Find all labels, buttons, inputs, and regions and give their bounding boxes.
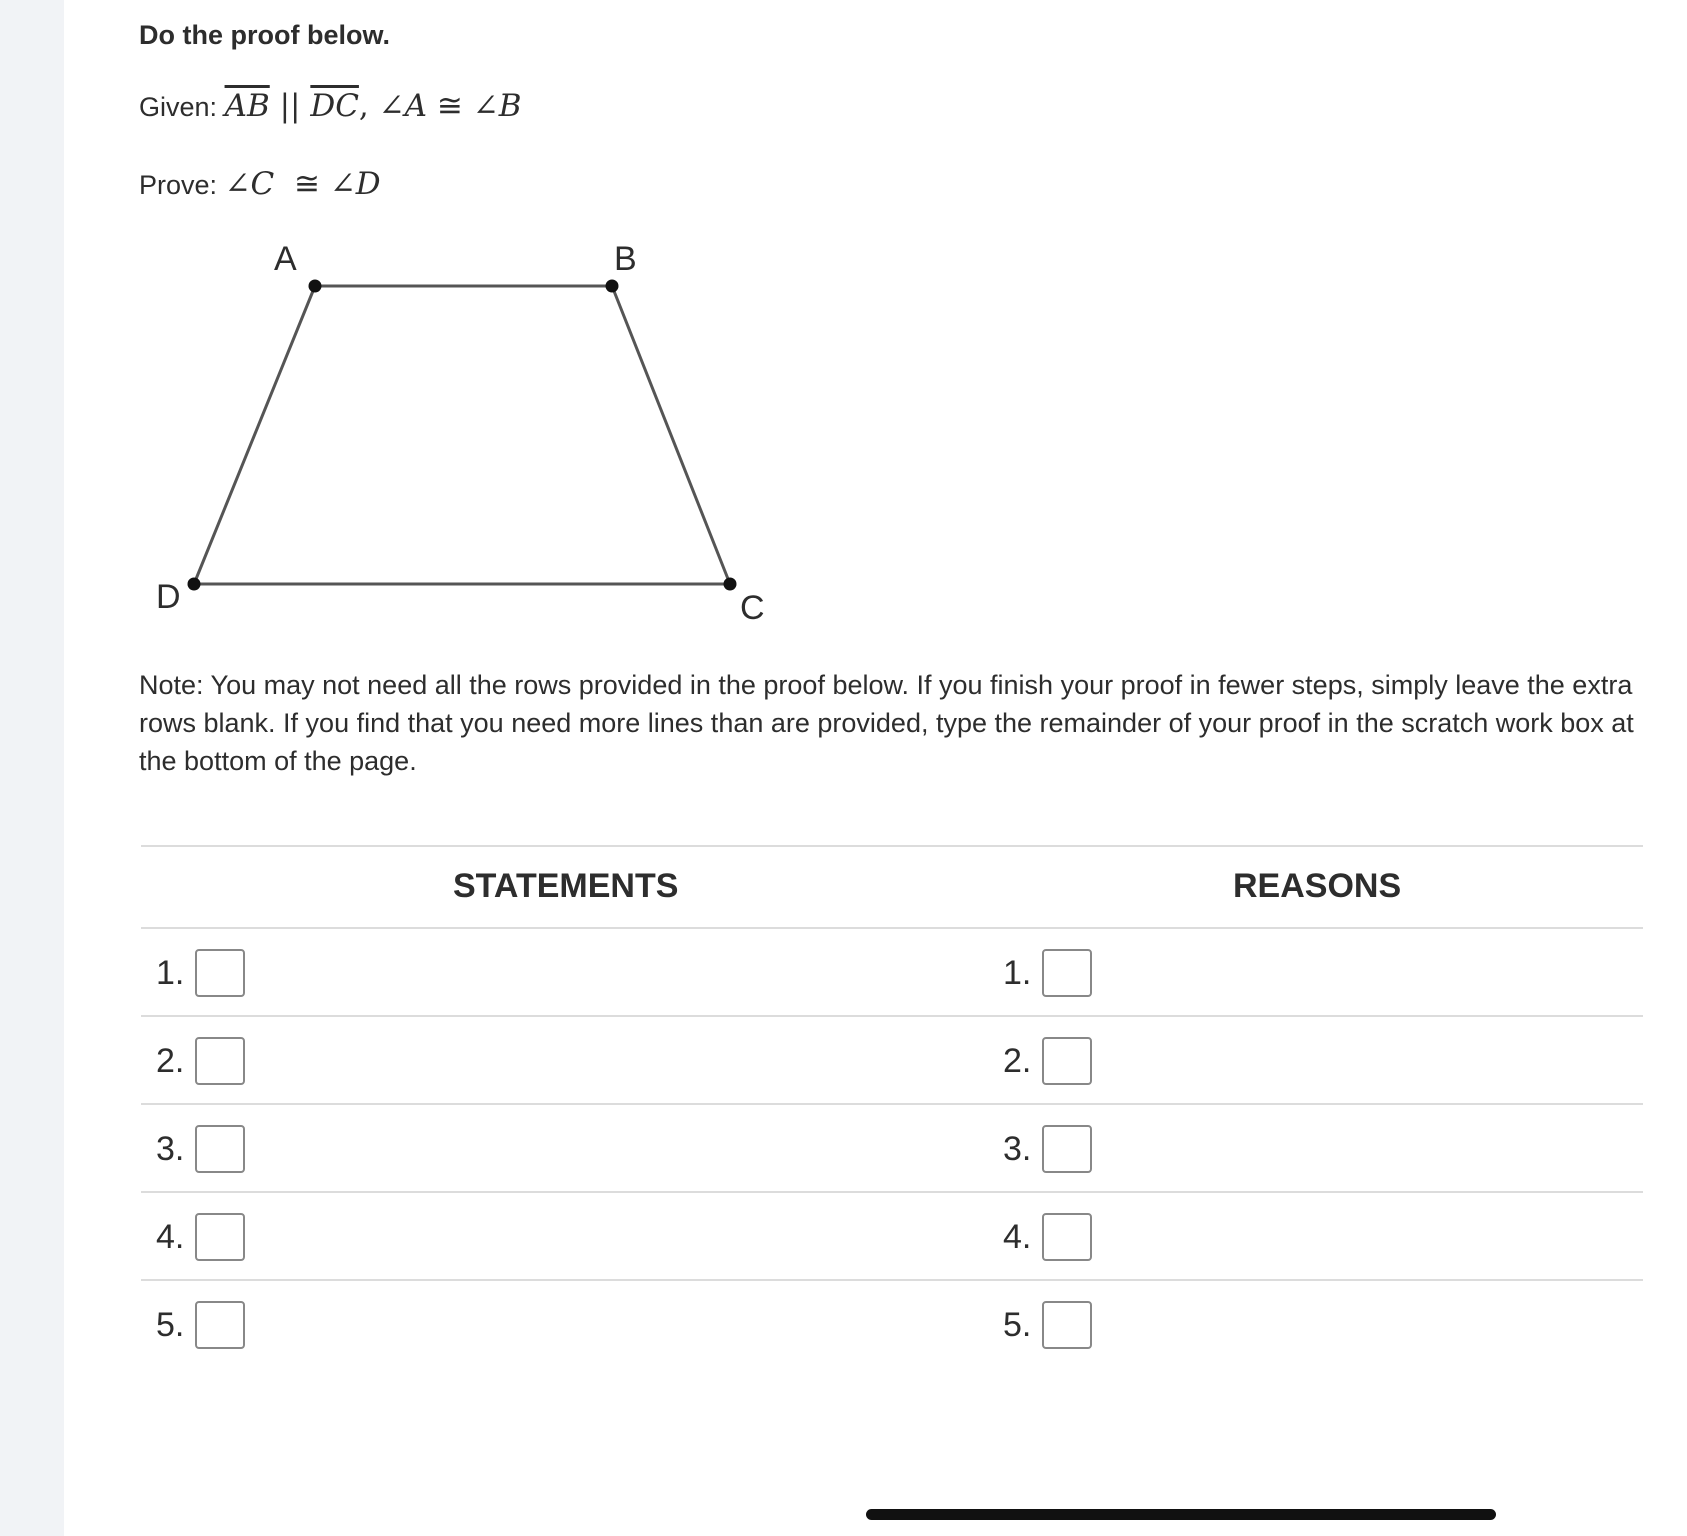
congruent-symbol: ≅ [293,166,320,202]
angle-c: ∠C [224,166,275,202]
vertex-d-label: D [156,578,181,616]
note-text: Note: You may not need all the rows provided in the proof below. If you finish your proof in fewer steps, simply leave the extra rows blank. If you find that you need more lines than are provided, type the remainder of your proof in the scratch work box at the bottom of the page. [139,670,1634,776]
congruent-symbol: ≅ [436,88,463,124]
segment-dc: $\overline{DC}$ [310,88,359,124]
angle-b: ∠B [472,88,522,124]
angle-d: ∠D [329,166,381,202]
reason-cell-5 [1003,1301,1092,1349]
proof-row-4 [141,1193,1643,1279]
table-header-row [141,847,1643,927]
proof-row-5 [141,1281,1643,1367]
statement-cell-1 [156,949,245,997]
statement-cell-5 [156,1301,245,1349]
parallel-symbol: || [279,88,301,124]
reason-cell-4 [1003,1213,1092,1261]
proof-row-3 [141,1105,1643,1191]
vertex-a-label: A [274,240,297,278]
reason-number-5: 5. [1003,1305,1032,1344]
vertex-c-label: C [740,589,765,627]
given-statement [139,88,521,124]
proof-row-2 [141,1017,1643,1103]
reason-number-4: 4. [1003,1217,1032,1256]
side-da [194,286,315,584]
statement-number-2: 2. [156,1041,185,1080]
vertex-d-point [188,578,201,591]
proof-row-1 [141,929,1643,1015]
statement-input-3[interactable] [195,1125,245,1173]
reason-cell-1 [1003,949,1092,997]
vertex-b-point [606,280,619,293]
instruction-heading: Do the proof below. [139,20,390,50]
vertex-c-point [724,578,737,591]
prove-math [225,166,381,202]
segment-ab: $\overline{AB}$ [224,88,270,124]
home-indicator[interactable] [866,1509,1496,1520]
trapezoid-diagram [139,238,799,638]
left-gutter [0,0,64,1536]
reason-number-2: 2. [1003,1041,1032,1080]
reason-input-5[interactable] [1042,1301,1092,1349]
statement-input-5[interactable] [195,1301,245,1349]
reason-number-3: 3. [1003,1129,1032,1168]
reason-input-4[interactable] [1042,1213,1092,1261]
prove-statement [139,166,381,202]
statement-cell-4 [156,1213,245,1261]
proof-table [141,845,1643,1367]
statement-number-5: 5. [156,1305,185,1344]
reason-input-2[interactable] [1042,1037,1092,1085]
prove-label: Prove: [139,170,218,200]
vertex-b-label: B [614,240,637,278]
reason-number-1: 1. [1003,953,1032,992]
statement-input-1[interactable] [195,949,245,997]
statement-cell-3 [156,1125,245,1173]
statements-header: STATEMENTS [453,867,679,905]
side-bc [612,286,730,584]
statement-number-4: 4. [156,1217,185,1256]
statement-number-1: 1. [156,953,185,992]
statement-number-3: 3. [156,1129,185,1168]
given-comma: , [358,88,369,124]
angle-a: ∠A [378,88,428,124]
given-math [225,88,522,124]
statement-cell-2 [156,1037,245,1085]
reason-cell-3 [1003,1125,1092,1173]
statement-input-2[interactable] [195,1037,245,1085]
reasons-header: REASONS [1233,867,1402,905]
vertex-a-point [309,280,322,293]
statement-input-4[interactable] [195,1213,245,1261]
trapezoid-figure [139,238,799,638]
reason-input-3[interactable] [1042,1125,1092,1173]
given-label: Given: [139,92,218,122]
reason-cell-2 [1003,1037,1092,1085]
reason-input-1[interactable] [1042,949,1092,997]
